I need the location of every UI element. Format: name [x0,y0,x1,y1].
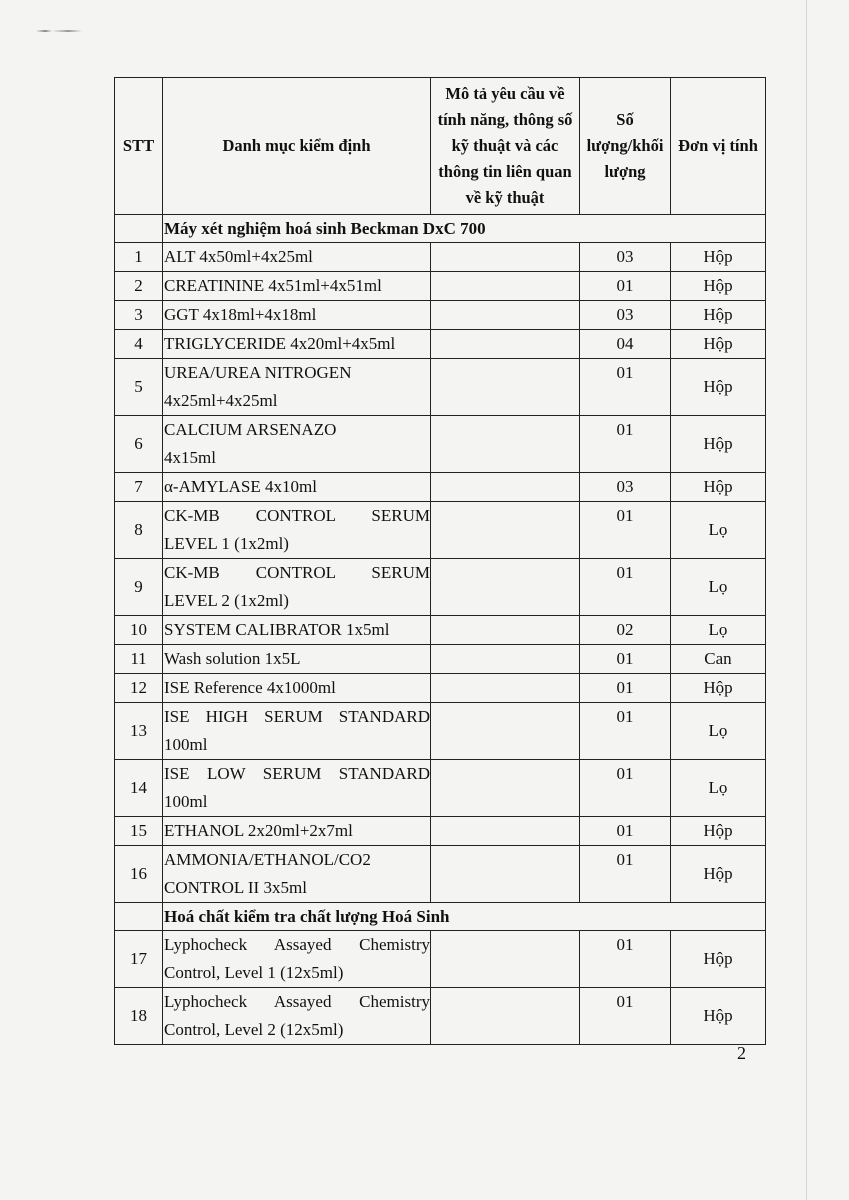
scan-edge-line [806,0,807,1200]
scan-artifact [36,30,82,32]
row-unit: Hộp [671,301,766,330]
row-name [163,988,431,1045]
row-qty: 01 [580,559,671,616]
table-row [115,243,766,272]
row-unit: Hộp [671,473,766,502]
table-row [115,301,766,330]
row-name-line1: ISE HIGH SERUM STANDARD [164,707,430,726]
row-name: α-AMYLASE 4x10ml [163,473,431,502]
row-name [163,703,431,760]
row-name: GGT 4x18ml+4x18ml [163,301,431,330]
table-row [115,674,766,703]
row-stt: 5 [115,359,163,416]
row-stt: 14 [115,760,163,817]
row-stt: 2 [115,272,163,301]
table-row [115,616,766,645]
row-unit: Hộp [671,272,766,301]
row-name-line2: 100ml [164,735,208,754]
row-qty: 03 [580,473,671,502]
row-qty: 01 [580,359,671,416]
row-qty: 01 [580,645,671,674]
row-qty: 01 [580,760,671,817]
row-name [163,416,431,473]
row-stt: 16 [115,846,163,903]
table-row [115,703,766,760]
row-qty: 03 [580,243,671,272]
row-qty: 04 [580,330,671,359]
row-name-line2: 4x15ml [164,448,216,467]
row-qty: 01 [580,817,671,846]
row-unit: Lọ [671,559,766,616]
row-stt: 10 [115,616,163,645]
row-unit: Hộp [671,243,766,272]
row-stt: 7 [115,473,163,502]
row-unit: Hộp [671,846,766,903]
table-row [115,817,766,846]
row-name-line1: CK-MB CONTROL SERUM [164,506,430,525]
row-unit: Hộp [671,416,766,473]
row-stt: 17 [115,931,163,988]
row-qty: 01 [580,846,671,903]
table-row [115,416,766,473]
table-row [115,330,766,359]
row-qty: 01 [580,674,671,703]
row-name-line2: Control, Level 2 (12x5ml) [164,1020,344,1039]
row-stt: 15 [115,817,163,846]
row-name-line2: CONTROL II 3x5ml [164,878,307,897]
row-stt: 6 [115,416,163,473]
table-row [115,502,766,559]
row-name: Wash solution 1x5L [163,645,431,674]
row-qty: 01 [580,502,671,559]
row-unit: Lọ [671,703,766,760]
row-unit: Hộp [671,330,766,359]
row-name-line1: ISE LOW SERUM STANDARD [164,764,430,783]
row-name: ALT 4x50ml+4x25ml [163,243,431,272]
row-qty: 01 [580,988,671,1045]
row-stt: 18 [115,988,163,1045]
row-name-line2: LEVEL 1 (1x2ml) [164,534,289,553]
section-row [115,215,766,243]
row-qty: 02 [580,616,671,645]
table-row [115,473,766,502]
header-unit: Đơn vị tính [671,78,766,215]
table-row [115,559,766,616]
row-name-line1: AMMONIA/ETHANOL/CO2 [164,850,371,869]
table-header-row [115,78,766,215]
row-stt: 13 [115,703,163,760]
header-category: Danh mục kiểm định [163,78,431,215]
row-qty: 03 [580,301,671,330]
row-name-line1: Lyphocheck Assayed Chemistry [164,992,430,1011]
table-row [115,931,766,988]
row-qty: 01 [580,703,671,760]
row-name-line1: UREA/UREA NITROGEN [164,363,352,382]
row-unit: Can [671,645,766,674]
row-unit: Hộp [671,817,766,846]
row-name-line1: CALCIUM ARSENAZO [164,420,337,439]
row-name: ISE Reference 4x1000ml [163,674,431,703]
row-qty: 01 [580,272,671,301]
row-stt: 4 [115,330,163,359]
row-stt: 3 [115,301,163,330]
row-unit: Hộp [671,359,766,416]
row-name: CREATININE 4x51ml+4x51ml [163,272,431,301]
table-row [115,359,766,416]
row-name: ETHANOL 2x20ml+2x7ml [163,817,431,846]
row-unit: Lọ [671,502,766,559]
row-unit: Lọ [671,760,766,817]
table-row [115,846,766,903]
row-name-line2: 100ml [164,792,208,811]
row-name [163,502,431,559]
row-qty: 01 [580,416,671,473]
row-name-line1: Lyphocheck Assayed Chemistry [164,935,430,954]
row-name [163,931,431,988]
row-stt: 1 [115,243,163,272]
row-unit: Hộp [671,931,766,988]
table-row [115,760,766,817]
header-quantity: Số lượng/khối lượng [580,78,671,215]
section-title: Máy xét nghiệm hoá sinh Beckman DxC 700 [163,215,766,243]
row-name: SYSTEM CALIBRATOR 1x5ml [163,616,431,645]
row-unit: Lọ [671,616,766,645]
table-row [115,645,766,674]
section-row [115,903,766,931]
row-name [163,559,431,616]
section-title: Hoá chất kiểm tra chất lượng Hoá Sinh [163,903,766,931]
row-stt: 8 [115,502,163,559]
row-name-line2: 4x25ml+4x25ml [164,391,278,410]
row-qty: 01 [580,931,671,988]
row-unit: Hộp [671,674,766,703]
row-stt: 9 [115,559,163,616]
row-name [163,760,431,817]
row-name-line2: LEVEL 2 (1x2ml) [164,591,289,610]
row-name-line1: CK-MB CONTROL SERUM [164,563,430,582]
row-stt: 11 [115,645,163,674]
table-row [115,272,766,301]
row-name [163,846,431,903]
row-name-line2: Control, Level 1 (12x5ml) [164,963,344,982]
page-number: 2 [737,1043,746,1063]
header-stt: STT [115,78,163,215]
row-name: TRIGLYCERIDE 4x20ml+4x5ml [163,330,431,359]
row-name [163,359,431,416]
row-stt: 12 [115,674,163,703]
row-unit: Hộp [671,988,766,1045]
inspection-table [114,77,766,1045]
table-row [115,988,766,1045]
header-description: Mô tả yêu cầu về tính năng, thông số kỹ thuật và các thông tin liên quan về kỹ thuật [431,78,580,215]
